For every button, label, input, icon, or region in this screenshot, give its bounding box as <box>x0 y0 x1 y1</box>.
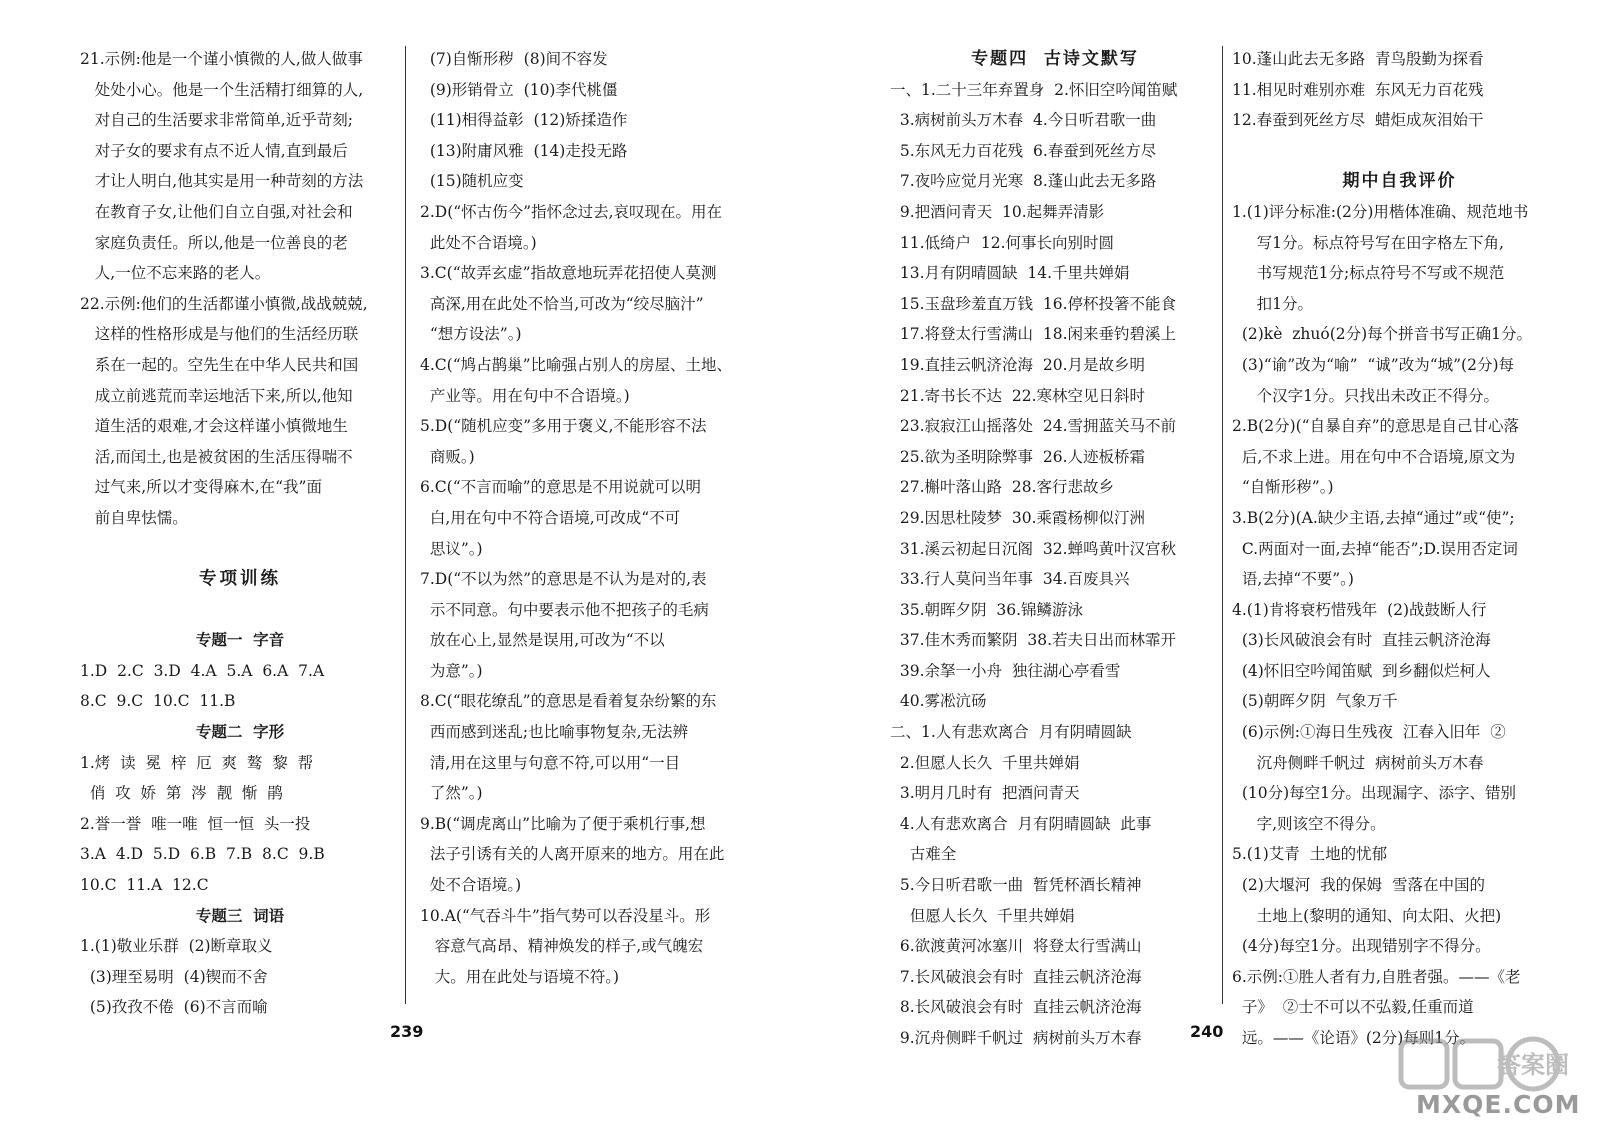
answer-line: 21.示例:他是一个谨小慎微的人,做人做事 <box>80 50 363 68</box>
answer-line: (9)形销骨立 (10)李代桃僵 <box>420 80 618 99</box>
answer-line: 在教育子女,让他们自立自强,对社会和 <box>80 202 353 221</box>
answer-line: 人,一位不忘来路的老人。 <box>80 264 271 283</box>
answer-line: 11.低绮户 12.何事长向别时圆 <box>890 233 1115 252</box>
answer-line: 10.蓬山此去无多路 青鸟殷勤为探看 <box>1232 50 1484 68</box>
answer-line: 古难全 <box>890 845 957 864</box>
answer-line: 写1分。标点符号写在田字格左下角, <box>1232 233 1504 252</box>
answer-line: 子》 ②士不可以不弘毅,任重而道 <box>1232 998 1474 1017</box>
answer-line: 5.东风无力百花残 6.春蚕到死丝方尽 <box>890 141 1157 160</box>
answer-line: 放在心上,显然是误用,可改为“不以 <box>420 631 665 650</box>
page-number-right: 240 <box>1190 1022 1224 1041</box>
answer-line: 法子引诱有关的人离开原来的地方。用在此 <box>420 845 725 864</box>
answer-line: 道生活的艰难,才会这样谨小慎微地生 <box>80 417 348 436</box>
answer-line: 字,则该空不得分。 <box>1232 814 1386 833</box>
answer-line: 3.病树前头万木春 4.今日听君歌一曲 <box>890 111 1157 130</box>
answer-line: 4.人有悲欢离合 月有阴晴圆缺 此事 <box>890 814 1152 833</box>
answer-line: 沉舟侧畔千帆过 病树前头万木春 <box>1232 753 1484 772</box>
answer-line: 10.A(“气吞斗牛”指气势可以吞没星斗。形 <box>420 906 711 925</box>
answer-line: 白,用在句中不符合语境,可改成“不可 <box>420 508 681 527</box>
answer-line: 了然”。) <box>420 784 483 803</box>
answer-line: 个汉字1分。只找出未改正不得分。 <box>1232 386 1499 405</box>
answer-line: 家庭负责任。所以,他是一位善良的老 <box>80 233 348 252</box>
answer-line: 1.烤 读 冕 梓 厄 爽 骜 黎 帮 <box>80 753 314 772</box>
answer-line: 9.沉舟侧畔千帆过 病树前头万木春 <box>890 1029 1142 1047</box>
answer-line: 书写规范1分;标点符号不写或不规范 <box>1232 264 1505 283</box>
watermark-logo-text: 答案圈 <box>1497 1051 1569 1079</box>
answer-line: 1.(1)敬业乐群 (2)断章取义 <box>80 937 273 956</box>
section-heading: 专项训练 <box>199 569 281 590</box>
answer-line: 对自己的生活要求非常简单,近乎苛刻; <box>80 111 353 130</box>
answer-line: 27.槲叶落山路 28.客行悲故乡 <box>890 478 1115 497</box>
answer-line: (13)附庸风雅 (14)走投无路 <box>420 141 628 160</box>
answer-line: 37.佳木秀而繁阴 38.若夫日出而林霏开 <box>890 631 1177 650</box>
answer-line: (5)孜孜不倦 (6)不言而喻 <box>80 998 268 1017</box>
answer-line: 3.明月几时有 把酒问青天 <box>890 784 1080 803</box>
answer-line: (2)大堰河 我的保姆 雪落在中国的 <box>1232 876 1486 895</box>
answer-line: 6.C(“不言而喻”的意思是不用说就可以明 <box>420 478 702 497</box>
answer-line: 7.夜吟应觉月光寒 8.蓬山此去无多路 <box>890 172 1157 191</box>
answer-line: 11.相见时难别亦难 东风无力百花残 <box>1232 80 1484 99</box>
answer-line: 后,不求上进。用在句中不合语境,原文为 <box>1232 447 1516 466</box>
answer-line: 10.C 11.A 12.C <box>80 876 209 895</box>
answer-line: 31.溪云初起日沉阁 32.蝉鸣黄叶汉宫秋 <box>890 539 1177 558</box>
answer-line: 前自卑怯懦。 <box>80 508 188 527</box>
answer-line: (3)长风破浪会有时 直挂云帆济沧海 <box>1232 631 1491 650</box>
answer-line: 5.(1)艾青 土地的忧郁 <box>1232 845 1388 864</box>
answer-line: 土地上(黎明的通知、向太阳、火把) <box>1232 906 1502 925</box>
answer-line: C.两面对一面,去掉“能否”;D.误用否定词 <box>1232 539 1518 558</box>
answer-line: 40.雾凇沆砀 <box>890 692 987 711</box>
answer-line: 25.欲为圣明除弊事 26.人迹板桥霜 <box>890 447 1146 466</box>
column-divider-left <box>405 46 406 1004</box>
answer-line: 容意气高昂、精神焕发的样子,或气魄宏 <box>420 937 704 956</box>
answer-line: 29.因思杜陵梦 30.乘霞杨柳似汀洲 <box>890 508 1146 527</box>
answer-line: 33.行人莫问当年事 34.百废具兴 <box>890 570 1130 589</box>
answer-line <box>80 534 400 565</box>
answer-line: 清,用在这里与句意不符,可以用“一目 <box>420 753 681 772</box>
answer-line: 9.把酒问青天 10.起舞弄清影 <box>890 202 1105 221</box>
answer-line: 2.D(“怀古伤今”指怀念过去,哀叹现在。用在 <box>420 202 723 221</box>
section-heading: 专题二 字形 <box>195 722 285 742</box>
answer-line: 一、1.二十三年弃置身 2.怀旧空吟闻笛赋 <box>890 80 1178 99</box>
answer-line: 成立前逃荒而幸运地活下来,所以,他知 <box>80 386 353 405</box>
section-heading: 专题四 古诗文默写 <box>971 49 1139 69</box>
answer-line: (11)相得益彰 (12)矫揉造作 <box>420 111 628 130</box>
answer-line: 处不合语境。) <box>420 876 522 895</box>
answer-line: 35.朝晖夕阴 36.锦鳞游泳 <box>890 600 1084 619</box>
left-page-column-2 <box>420 44 800 992</box>
answer-line: 高深,用在此处不恰当,可改为“绞尽脑汁” <box>420 294 704 313</box>
answer-line: 3.B(2分)(A.缺少主语,去掉“通过”或“使”; <box>1232 508 1515 527</box>
answer-line: 22.示例:他们的生活都谨小慎微,战战兢兢, <box>80 294 368 313</box>
answer-line: 6.示例:①胜人者有力,自胜者强。——《老 <box>1232 967 1521 986</box>
answer-line: 6.欲渡黄河冰塞川 将登太行雪满山 <box>890 937 1142 956</box>
right-page-column-1 <box>890 44 1220 1054</box>
answer-line: 对子女的要求有点不近人情,直到最后 <box>80 141 348 160</box>
answer-line: 4.(1)肯将衰朽惜残年 (2)战鼓断人行 <box>1232 600 1487 619</box>
answer-line: 二、1.人有悲欢离合 月有阴晴圆缺 <box>890 723 1132 742</box>
section-heading: 期中自我评价 <box>1342 171 1457 192</box>
answer-line: 商贩。) <box>420 447 475 466</box>
answer-line: 5.D(“随机应变”多用于褒义,不能形容不法 <box>420 417 707 436</box>
answer-line <box>80 595 400 626</box>
answer-line: 2.B(2分)(“自暴自弃”的意思是自己甘心落 <box>1232 417 1520 436</box>
answer-line: (15)随机应变 <box>420 172 524 191</box>
answer-line: (3)理至易明 (4)锲而不舍 <box>80 967 268 986</box>
answer-line: 15.玉盘珍羞直万钱 16.停杯投箸不能食 <box>890 294 1177 313</box>
answer-line: “自惭形秽”。) <box>1232 478 1334 497</box>
answer-line: 处处小心。他是一个生活精打细算的人, <box>80 80 364 99</box>
answer-line: 扣1分。 <box>1232 294 1313 313</box>
answer-line: 8.C 9.C 10.C 11.B <box>80 692 236 711</box>
answer-line: 21.寄书长不达 22.寒林空见日斜时 <box>890 386 1146 405</box>
answer-line: 产业等。用在句中不合语境。) <box>420 386 630 405</box>
answer-line: 2.誉一誉 唯一唯 恒一恒 头一投 <box>80 814 311 833</box>
answer-line: 17.将登太行雪满山 18.闲来垂钓碧溪上 <box>890 325 1177 344</box>
answer-line: 语,去掉“不要”。) <box>1232 570 1354 589</box>
answer-line: (4分)每空1分。出现错别字不得分。 <box>1232 937 1491 956</box>
answer-line: 9.B(“调虎离山”比喻为了便于乘机行事,想 <box>420 814 706 833</box>
answer-line: 8.C(“眼花缭乱”的意思是看着复杂纷繁的东 <box>420 692 717 711</box>
answer-line: (6)示例:①海日生残夜 江春入旧年 ② <box>1232 723 1506 742</box>
answer-line: 4.C(“鸠占鹊巢”比喻强占别人的房屋、土地、 <box>420 355 733 374</box>
answer-line <box>1232 136 1567 167</box>
answer-line: 1.(1)评分标准:(2分)用楷体准确、规范地书 <box>1232 202 1529 221</box>
answer-line: 活,而闰土,也是被贫困的生活压得喘不 <box>80 447 353 466</box>
answer-line: 此处不合语境。) <box>420 233 537 252</box>
answer-line: 2.但愿人长久 千里共婵娟 <box>890 753 1080 772</box>
answer-line: 23.寂寂江山摇落处 24.雪拥蓝关马不前 <box>890 417 1177 436</box>
answer-line: 大。用在此处与语境不符。) <box>420 967 620 986</box>
answer-line: 思议”。) <box>420 539 483 558</box>
right-page-column-2 <box>1232 44 1567 1054</box>
answer-line: 俏 攻 娇 第 涔 靓 惭 鹃 <box>80 784 283 803</box>
left-page-column-1 <box>80 44 400 1023</box>
section-heading: 专题三 词语 <box>195 905 285 925</box>
answer-line: 12.春蚕到死丝方尽 蜡炬成灰泪始干 <box>1232 111 1484 130</box>
answer-line: 5.今日听君歌一曲 暂凭杯酒长精神 <box>890 876 1142 895</box>
answer-line: (3)“谕”改为“喻” “诚”改为“城”(2分)每 <box>1232 355 1515 374</box>
answer-line: 远。——《论语》(2分)每则1分。 <box>1232 1029 1476 1047</box>
answer-line: 过气来,所以才变得麻木,在“我”面 <box>80 478 322 497</box>
answer-line: 系在一起的。空先生在中华人民共和国 <box>80 355 359 374</box>
answer-line: 39.余拏一小舟 独往湖心亭看雪 <box>890 661 1121 680</box>
answer-line: (4)怀旧空吟闻笛赋 到乡翻似烂柯人 <box>1232 661 1491 680</box>
answer-line: 13.月有阴晴圆缺 14.千里共婵娟 <box>890 264 1130 283</box>
answer-line: (10分)每空1分。出现漏字、添字、错别 <box>1232 784 1517 803</box>
watermark-url: MXQE.COM <box>1416 1090 1581 1119</box>
answer-line: 才让人明白,他其实是用一种苛刻的方法 <box>80 172 364 191</box>
answer-line: 这样的性格形成是与他们的生活经历联 <box>80 325 359 344</box>
answer-line: “想方设法”。) <box>420 325 522 344</box>
answer-line: 7.长风破浪会有时 直挂云帆济沧海 <box>890 967 1142 986</box>
answer-line: 但愿人长久 千里共婵娟 <box>890 906 1075 925</box>
answer-line: 西而感到迷乱;也比喻事物复杂,无法辨 <box>420 723 689 742</box>
answer-line: 为意”。) <box>420 661 483 680</box>
answer-line: 1.D 2.C 3.D 4.A 5.A 6.A 7.A <box>80 661 325 680</box>
answer-line: 3.A 4.D 5.D 6.B 7.B 8.C 9.B <box>80 845 325 864</box>
answer-line: 19.直挂云帆济沧海 20.月是故乡明 <box>890 355 1146 374</box>
answer-line: (7)自惭形秽 (8)间不容发 <box>420 50 608 68</box>
answer-line: (5)朝晖夕阴 气象万千 <box>1232 692 1398 711</box>
answer-line: 7.D(“不以为然”的意思是不认为是对的,表 <box>420 570 707 589</box>
answer-line: 3.C(“故弄玄虚”指故意地玩弄花招使人莫测 <box>420 264 717 283</box>
page-number-left: 239 <box>390 1022 424 1041</box>
answer-line: 示不同意。句中要表示他不把孩子的毛病 <box>420 600 709 619</box>
section-heading: 专题一 字音 <box>195 630 285 650</box>
answer-line: (2)kè zhuó(2分)每个拼音书写正确1分。 <box>1232 325 1533 344</box>
column-divider-right <box>1222 46 1223 1004</box>
answer-line: 8.长风破浪会有时 直挂云帆济沧海 <box>890 998 1142 1017</box>
